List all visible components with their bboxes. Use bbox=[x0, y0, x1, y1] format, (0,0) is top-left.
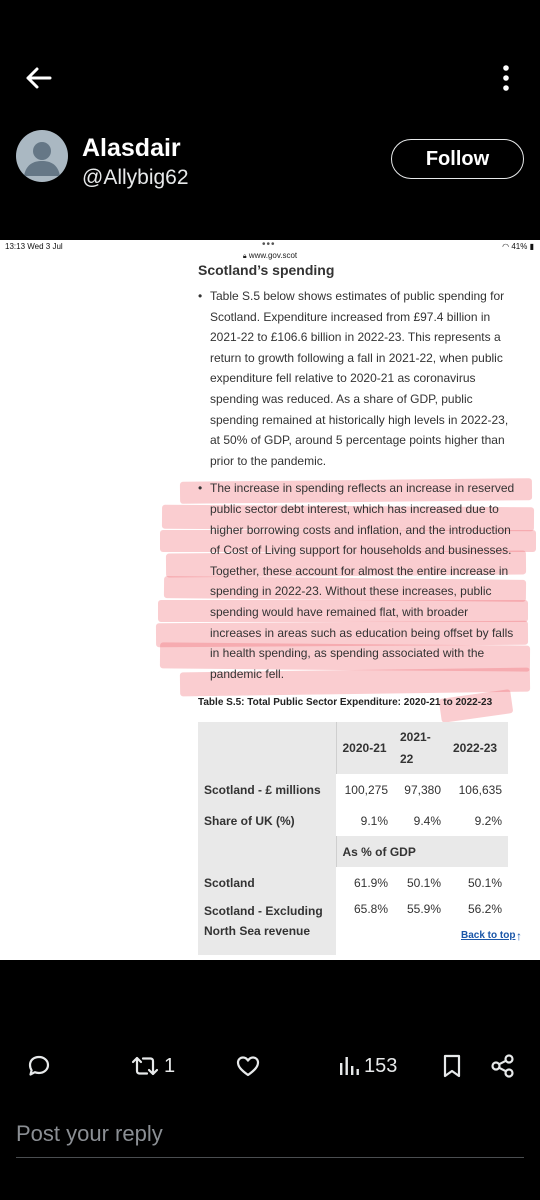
table-cell: 9.1% bbox=[336, 805, 394, 836]
lock-icon: 🔒︎ bbox=[242, 253, 247, 260]
bullet-list bbox=[198, 286, 518, 684]
table-cell: 100,275 bbox=[336, 774, 394, 805]
table-header-cell bbox=[198, 722, 336, 774]
post-header bbox=[0, 0, 540, 240]
battery-level: 41% bbox=[511, 242, 528, 251]
reply-button[interactable] bbox=[26, 1050, 52, 1082]
url-bar bbox=[0, 251, 540, 261]
table-cell: 9.4% bbox=[394, 805, 447, 836]
table-header-cell: 2022-23 bbox=[447, 722, 508, 774]
tab-dots-icon: ••• bbox=[262, 240, 276, 250]
share-button[interactable] bbox=[490, 1050, 516, 1082]
reply-underline bbox=[16, 1157, 524, 1158]
bookmark-icon bbox=[441, 1053, 463, 1079]
reply-input[interactable] bbox=[16, 1116, 524, 1152]
table-header-cell: 2020-21 bbox=[336, 722, 394, 774]
arrow-up-icon[interactable]: ↑ bbox=[516, 929, 522, 943]
table-cell: 9.2% bbox=[447, 805, 508, 836]
repost-icon bbox=[130, 1053, 160, 1079]
table-row bbox=[198, 867, 508, 898]
repost-button[interactable] bbox=[130, 1050, 175, 1082]
table-header-cell: 2021-22 bbox=[394, 722, 447, 774]
table-cell: 55.9% bbox=[394, 898, 447, 941]
row-label: Scotland - Excluding North Sea revenue bbox=[198, 898, 336, 941]
default-avatar-icon bbox=[16, 130, 68, 182]
like-button[interactable] bbox=[235, 1050, 261, 1082]
table-row bbox=[198, 805, 508, 836]
more-options-icon[interactable] bbox=[494, 62, 518, 94]
table-cell: 61.9% bbox=[336, 867, 394, 898]
url-text: www.gov.scot bbox=[248, 251, 298, 260]
user-handle[interactable]: @Allybig62 bbox=[82, 166, 189, 189]
table-cell: 50.1% bbox=[447, 867, 508, 898]
table-subheader-row bbox=[198, 836, 508, 867]
table-cell: 106,635 bbox=[447, 774, 508, 805]
table-subheader: As % of GDP bbox=[336, 836, 508, 867]
follow-button[interactable]: Follow bbox=[391, 139, 524, 179]
table-cell: 50.1% bbox=[394, 867, 447, 898]
comment-icon bbox=[26, 1053, 52, 1079]
views-button[interactable] bbox=[338, 1050, 397, 1082]
row-label: Share of UK (%) bbox=[198, 805, 336, 836]
wifi-icon: ◠ bbox=[502, 242, 510, 251]
table-cell: 97,380 bbox=[394, 774, 447, 805]
table-cell: 65.8% bbox=[336, 898, 394, 941]
back-arrow-icon[interactable] bbox=[22, 62, 54, 94]
action-bar bbox=[0, 1040, 540, 1092]
share-icon bbox=[490, 1053, 516, 1079]
row-label: Scotland - £ millions bbox=[198, 774, 336, 805]
avatar[interactable] bbox=[16, 130, 68, 182]
bookmark-button[interactable] bbox=[441, 1050, 463, 1082]
user-name[interactable]: Alasdair bbox=[82, 134, 181, 162]
list-item: • The increase in spending reflects an increase in reserved public sector debt interest, which has increased due to higher borrowing costs and inflation, and the introduction of Cost of Living support for households and businesses. Together, these account for almost the entire increase in spending in 2022-23. Without these increases, public spending would have remained flat, with broader increases in areas such as education being offset by falls in health spending, as spending associated with the pandemic fell. bbox=[198, 478, 518, 684]
row-label: Scotland bbox=[198, 867, 336, 898]
list-item: • Table S.5 below shows estimates of public spending for Scotland. Expenditure increased from £97.4 billion in 2021-22 to £106.6 billion in 2022-23. This represents a return to growth following a fall in 2021-22, when public expenditure fell relative to 2020-21 as coronavirus spending was reduced. As a share of GDP, public spending remained at historically high levels in 2022-23, at 50% of GDP, around 5 percentage points higher than prior to the pandemic. bbox=[198, 286, 518, 471]
table-caption: Table S.5: Total Public Sector Expenditure: 2020-21 to 2022-23 bbox=[198, 697, 493, 708]
back-to-top-link[interactable]: Back to top bbox=[461, 930, 516, 941]
section-title: Scotland’s spending bbox=[198, 262, 335, 278]
views-chart-icon bbox=[338, 1053, 360, 1079]
table-header-row bbox=[198, 722, 508, 774]
views-count: 153 bbox=[364, 1054, 398, 1077]
expenditure-table bbox=[198, 722, 508, 955]
heart-icon bbox=[235, 1053, 261, 1079]
battery-icon: ▮ bbox=[529, 242, 534, 251]
table-cell: 56.2% bbox=[447, 898, 508, 941]
status-time: 13:13 Wed 3 Jul bbox=[5, 242, 63, 251]
table-row bbox=[198, 774, 508, 805]
repost-count: 1 bbox=[164, 1054, 176, 1077]
post-image[interactable] bbox=[0, 240, 540, 960]
status-battery bbox=[502, 242, 534, 251]
